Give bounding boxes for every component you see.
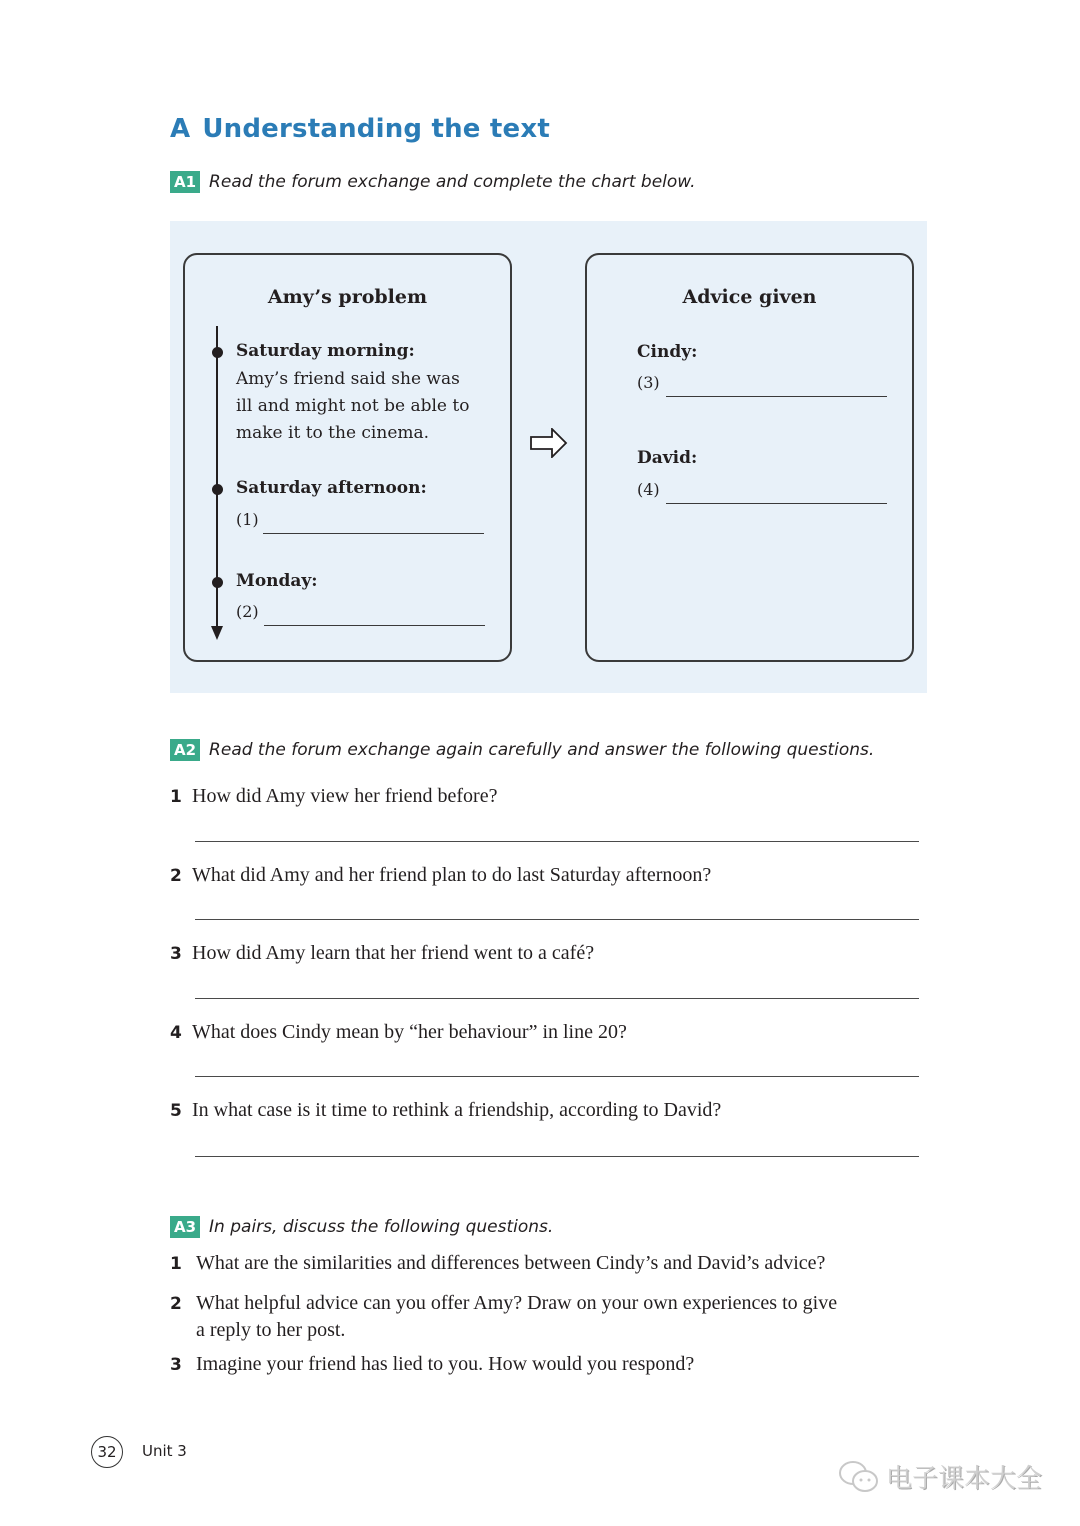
a2-answer-line-2[interactable]: [195, 919, 919, 920]
a2-instruction-row: [170, 739, 874, 761]
advice-given-title: Advice given: [682, 286, 817, 308]
event-label-saturday-afternoon: Saturday afternoon:: [236, 478, 427, 498]
answer-blank-3[interactable]: [666, 396, 887, 397]
a2-question-4: [170, 1021, 627, 1044]
question-text: What did Amy and her friend plan to do last Saturday afternoon?: [192, 864, 712, 886]
timeline-dot: [212, 347, 223, 358]
question-number: 2: [170, 1294, 182, 1314]
a2-instruction: Read the forum exchange again carefully and answer the following questions.: [209, 740, 875, 760]
question-text: What does Cindy mean by “her behaviour” in line 20?: [192, 1021, 627, 1043]
answer-blank-4[interactable]: [666, 503, 887, 504]
amys-problem-card: [183, 253, 512, 662]
question-text: How did Amy learn that her friend went to a café?: [192, 942, 595, 964]
question-number: 5: [170, 1101, 182, 1121]
advice-given-card: [585, 253, 914, 662]
timeline-arrow-icon: [211, 626, 223, 642]
a1-instruction: Read the forum exchange and complete the chart below.: [209, 172, 696, 192]
wechat-icon: [838, 1459, 880, 1495]
question-text: What are the similarities and differences between Cindy’s and David’s advice?: [196, 1252, 826, 1274]
section-heading: [170, 114, 550, 144]
a2-question-2: [170, 864, 711, 887]
a2-answer-line-3[interactable]: [195, 998, 919, 999]
a3-question-1: [170, 1252, 825, 1275]
blank-number-4: (4): [637, 480, 660, 499]
blank-number-3: (3): [637, 373, 660, 392]
question-number: 1: [170, 1254, 182, 1274]
a2-question-3: [170, 942, 594, 965]
question-number: 1: [170, 787, 182, 807]
a3-question-2: [170, 1290, 837, 1343]
a3-question-3: [170, 1353, 694, 1376]
question-text: How did Amy view her friend before?: [192, 785, 498, 807]
answer-blank-2[interactable]: [264, 625, 485, 626]
a2-question-5: [170, 1099, 721, 1122]
blank-number-2: (2): [236, 602, 259, 621]
question-number: 3: [170, 1355, 182, 1375]
section-letter: A: [170, 114, 191, 144]
event-text-line: ill and might not be able to: [236, 396, 470, 416]
question-text: Imagine your friend has lied to you. How would you respond?: [196, 1353, 695, 1375]
a1-instruction-row: [170, 171, 696, 193]
page-number: 32: [91, 1436, 123, 1468]
question-number: 2: [170, 866, 182, 886]
question-text-continued: a reply to her post.: [196, 1319, 346, 1341]
event-text-line: make it to the cinema.: [236, 423, 430, 443]
event-text-line: Amy’s friend said she was: [236, 369, 460, 389]
watermark-text: 电子课本大全: [886, 1464, 1043, 1494]
right-arrow-icon: [530, 428, 568, 458]
answer-blank-1[interactable]: [263, 533, 484, 534]
a2-question-1: [170, 785, 497, 808]
advice-label-cindy: Cindy:: [637, 342, 698, 362]
a2-answer-line-5[interactable]: [195, 1156, 919, 1157]
question-text: In what case is it time to rethink a friendship, according to David?: [192, 1099, 722, 1121]
section-title: Understanding the text: [202, 114, 550, 144]
watermark: [838, 1458, 1042, 1495]
event-label-monday: Monday:: [236, 571, 318, 591]
timeline-dot: [212, 484, 223, 495]
question-number: 4: [170, 1023, 182, 1043]
a3-instruction: In pairs, discuss the following questions.: [209, 1217, 554, 1237]
a3-instruction-row: [170, 1216, 553, 1238]
event-label-saturday-morning: Saturday morning:: [236, 341, 415, 361]
amys-problem-title: Amy’s problem: [267, 286, 428, 308]
a2-answer-line-1[interactable]: [195, 841, 919, 842]
event-text-saturday-morning: [236, 366, 469, 447]
question-number: 3: [170, 944, 182, 964]
blank-number-1: (1): [236, 510, 259, 529]
a1-badge: A1: [170, 171, 200, 193]
a3-badge: A3: [170, 1216, 200, 1238]
question-text: What helpful advice can you offer Amy? Draw on your own experiences to give: [196, 1292, 838, 1314]
advice-label-david: David:: [637, 448, 698, 468]
timeline-dot: [212, 577, 223, 588]
unit-label: Unit 3: [142, 1442, 187, 1460]
a2-badge: A2: [170, 739, 200, 761]
a2-answer-line-4[interactable]: [195, 1076, 919, 1077]
